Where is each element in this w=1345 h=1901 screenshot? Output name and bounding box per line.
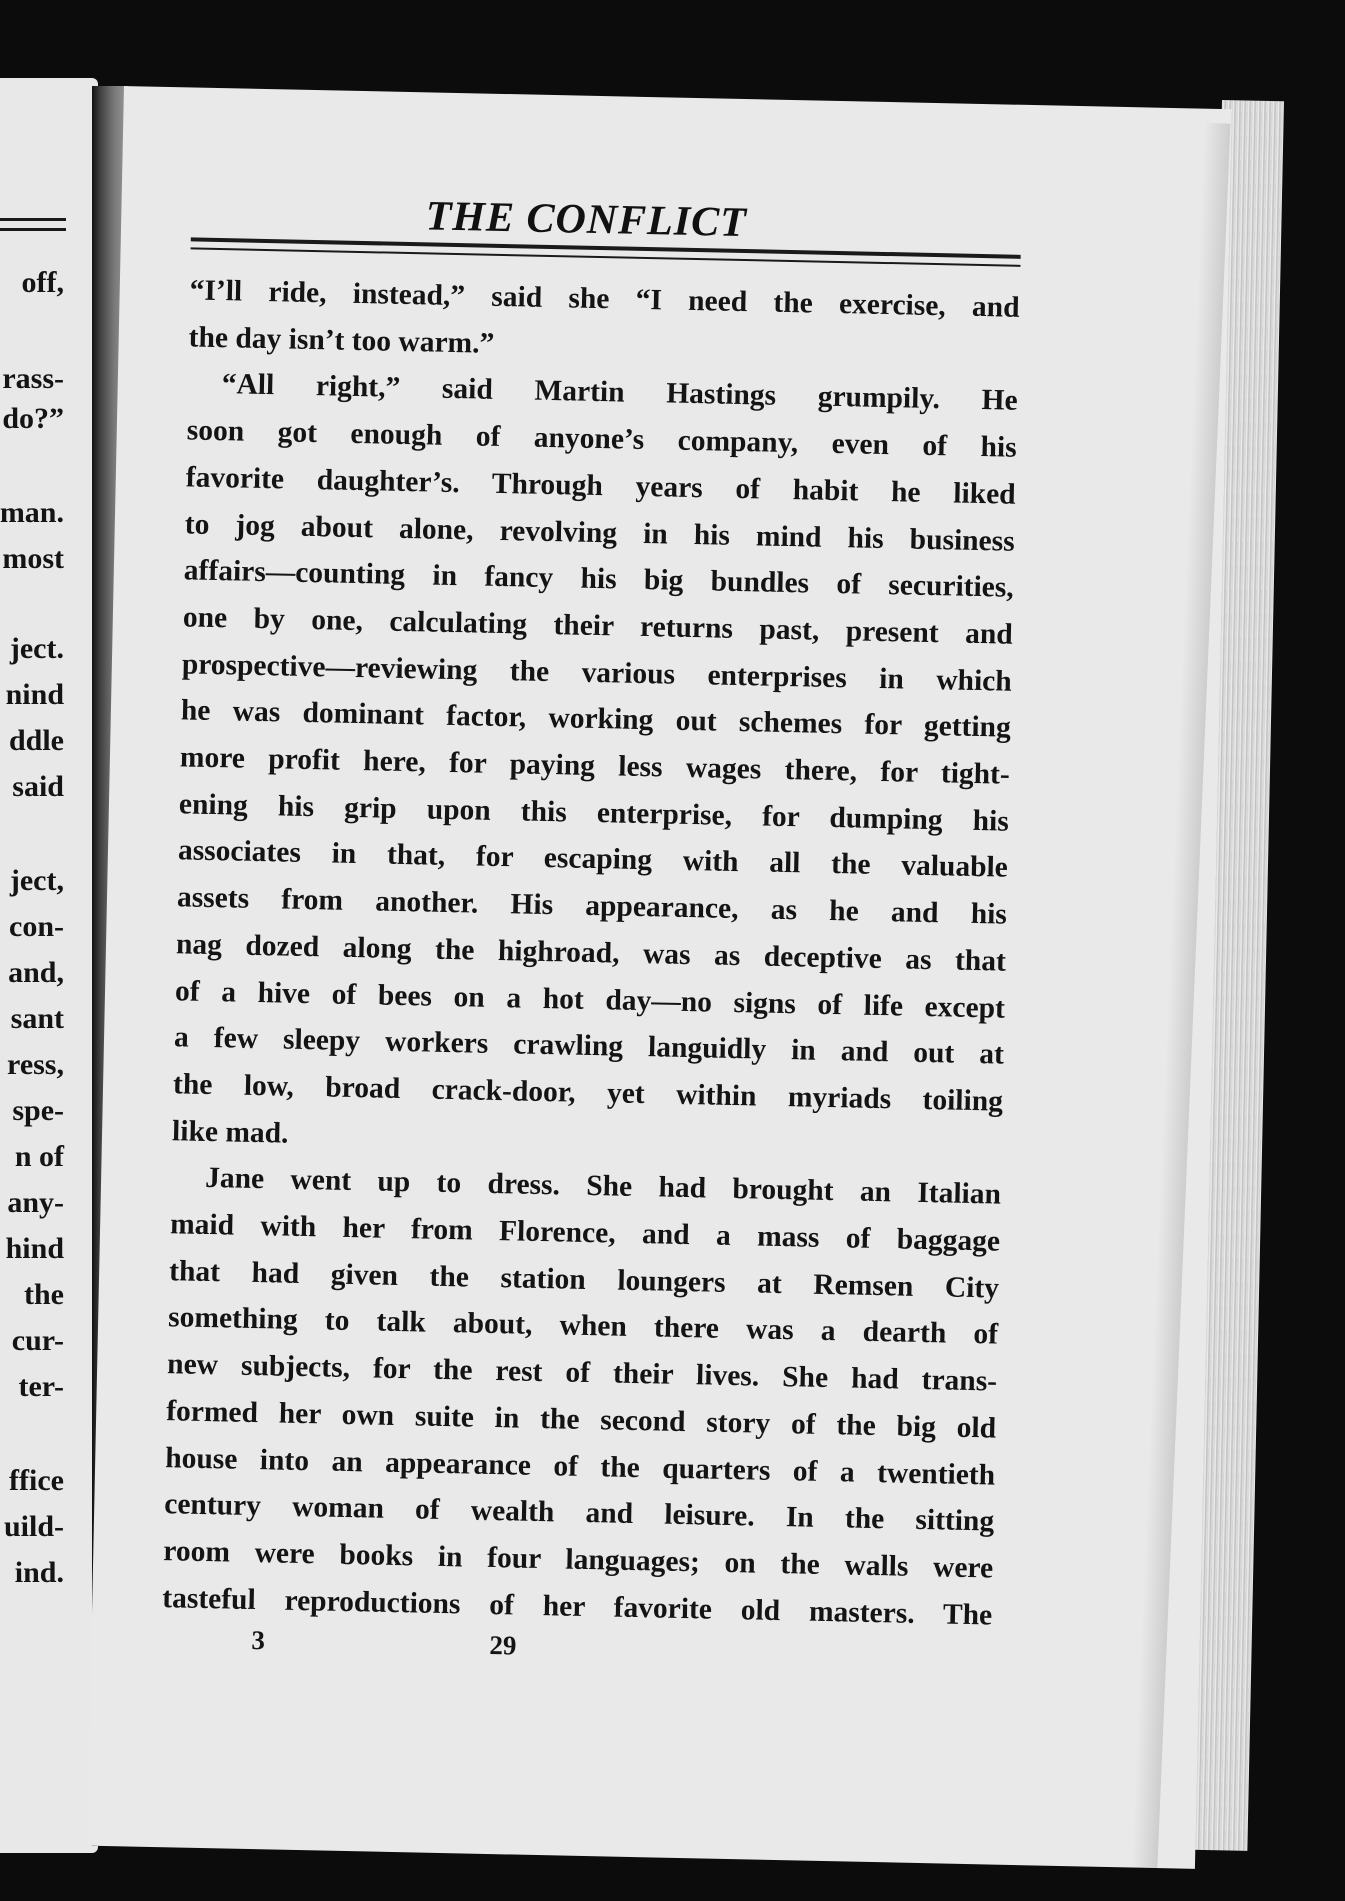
facing-line-fragment: ject, (9, 864, 64, 897)
text-line: century woman of wealth and leisure. In the sitting (163, 1488, 995, 1538)
facing-line-fragment: n of (14, 1140, 64, 1173)
facing-line-fragment: most (2, 542, 64, 575)
facing-line-fragment: hind (5, 1232, 64, 1265)
book-page (87, 86, 1232, 1869)
text-line: assets from another. His appearance, as he and his (176, 881, 1008, 931)
facing-page-rule (0, 228, 66, 231)
facing-line-fragment: rass- (2, 362, 64, 395)
body-text (162, 267, 1020, 1638)
facing-line-fragment: ter- (18, 1370, 64, 1403)
page-number: 29 (489, 1629, 517, 1661)
text-line: more profit here, for paying less wages there, for tight- (179, 741, 1011, 791)
paragraph (172, 361, 1018, 1172)
facing-line-fragment: con- (9, 910, 64, 943)
facing-line-fragment: ddle (8, 724, 64, 757)
text-line: ening his grip upon this enterprise, for dumping his (178, 788, 1010, 838)
facing-line-fragment: sant (10, 1002, 64, 1035)
facing-line-fragment: and, (8, 956, 64, 989)
facing-line-fragment: spe- (12, 1094, 64, 1127)
text-line: formed her own suite in the second story of the big old (165, 1395, 997, 1445)
paragraph (162, 1155, 1002, 1639)
text-line: favorite daughter’s. Through years of habit he liked (185, 461, 1016, 511)
text-line: “All right,” said Martin Hastings grumpily. He (221, 368, 1018, 418)
text-line: affairs—counting in fancy his big bundles of securities, (183, 554, 1015, 604)
facing-line-fragment: off, (21, 266, 64, 299)
text-line: he was dominant factor, working out schemes for getting (180, 694, 1012, 745)
text-line: that had given the station loungers at Remsen City (168, 1254, 1000, 1305)
running-head: THE CONFLICT (425, 193, 748, 247)
facing-page-fragment (0, 78, 98, 1853)
text-line: something to talk about, when there was a dearth of (167, 1301, 999, 1352)
text-line: tasteful reproductions of her favorite old masters. The (162, 1581, 993, 1632)
facing-line-fragment: ind. (14, 1556, 64, 1589)
text-line: the day isn’t too warm.” (188, 321, 495, 360)
facing-page-rule (0, 218, 66, 221)
text-line: maid with her from Florence, and a mass of baggage (169, 1208, 1001, 1258)
text-line: like mad. (171, 1114, 289, 1150)
facing-line-fragment: cur- (11, 1324, 64, 1357)
facing-line-fragment: any- (7, 1186, 64, 1219)
text-line: soon got enough of anyone’s company, even of his (186, 414, 1017, 464)
text-line: of a hive of bees on a hot day—no signs of life except (174, 974, 1006, 1025)
facing-line-fragment: do?” (2, 402, 64, 435)
text-line: a few sleepy workers crawling languidly in and out at (173, 1021, 1005, 1071)
text-line: new subjects, for the rest of their lives. She had trans- (166, 1348, 998, 1398)
facing-line-fragment: ffice (9, 1464, 64, 1497)
text-line: the low, broad crack-door, yet within myriads toiling (172, 1068, 1004, 1118)
text-line: associates in that, for escaping with all the valuable (177, 834, 1009, 885)
text-line: house into an appearance of the quarters of a twentieth (164, 1441, 996, 1492)
text-line: “I’ll ride, instead,” said she “I need the exercise, and (189, 274, 1020, 324)
facing-line-fragment: said (12, 770, 64, 803)
text-line: nag dozed along the highroad, was as deceptive as that (175, 928, 1007, 978)
facing-line-fragment: nind (5, 678, 64, 711)
text-line: room were books in four languages; on the walls were (162, 1535, 994, 1585)
text-line: Jane went up to dress. She had brought an Italian (204, 1162, 1002, 1211)
header-rule-thin (191, 247, 1021, 266)
signature-mark: 3 (251, 1625, 266, 1656)
text-line: prospective—reviewing the various enterprises in which (181, 647, 1013, 698)
facing-line-fragment: ress, (7, 1048, 64, 1081)
facing-line-fragment: ject. (9, 632, 64, 665)
facing-line-fragment: uild- (3, 1510, 64, 1543)
facing-line-fragment: man. (0, 496, 64, 529)
paragraph (188, 267, 1020, 378)
text-line: one by one, calculating their returns past, present and (182, 601, 1014, 651)
facing-line-fragment: the (24, 1278, 64, 1311)
text-line: to jog about alone, revolving in his mind his business (184, 507, 1015, 558)
